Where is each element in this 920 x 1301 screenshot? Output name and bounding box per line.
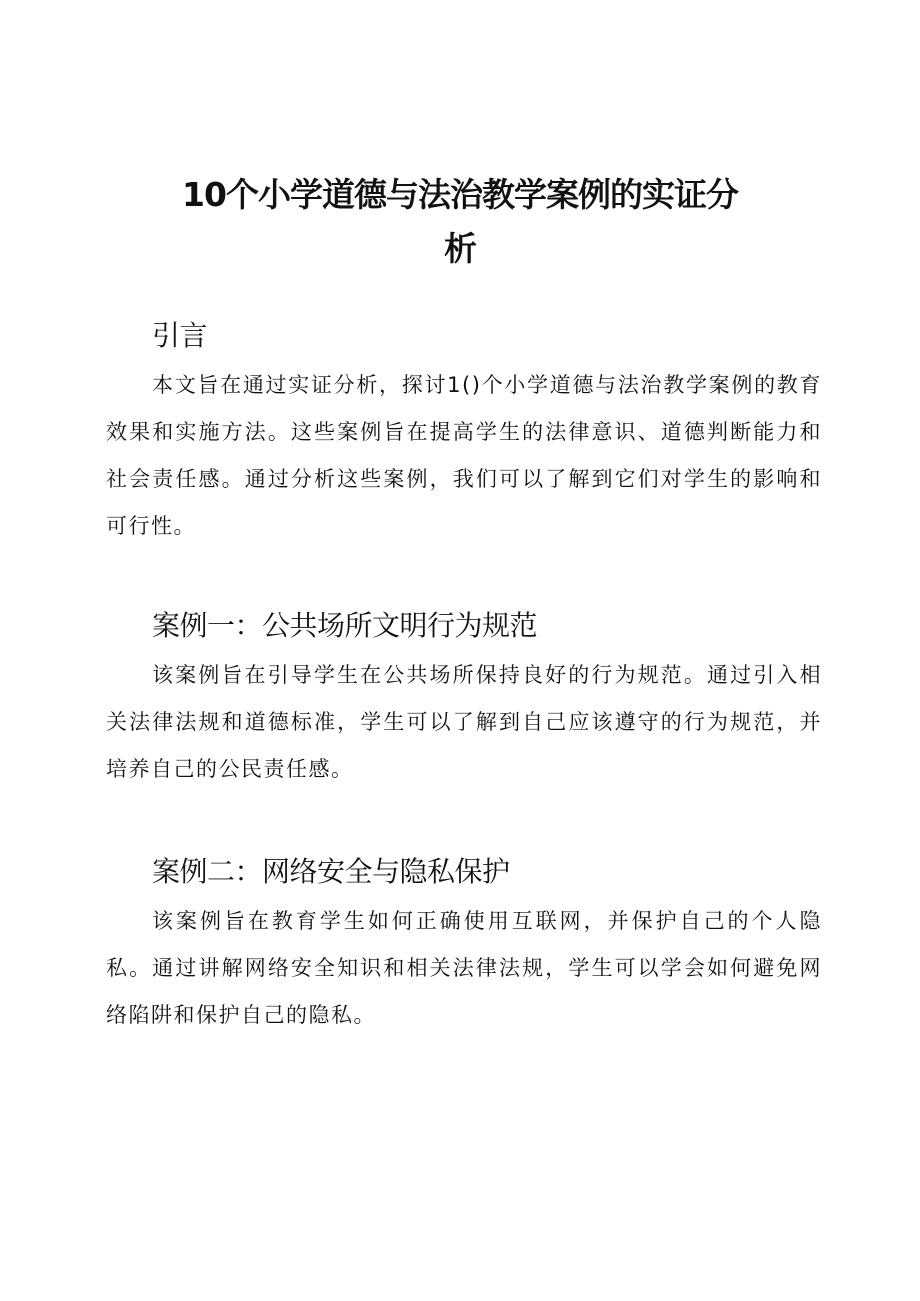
section-heading-case-1: 案例一：公共场所文明行为规范 [152,609,538,642]
title-line-2: 析 [444,229,476,268]
section-paragraph-intro: 本文旨在通过实证分析，探讨1()个小学道德与法治教学案例的教育效果和实施方法。这些案例旨在提高学生的法律意识、道德判断能力和社会责任感。通过分析这些案例，我们可以了解到它们对学生的影响和可行性。 [106,373,822,538]
section-heading-case-2: 案例二：网络安全与隐私保护 [152,855,510,888]
section-paragraph-case-2: 该案例旨在教育学生如何正确使用互联网，并保护自己的个人隐私。通过讲解网络安全知识和相关法律法规，学生可以学会如何避免网络陷阱和保护自己的隐私。 [106,909,822,1027]
title-line-1: 10个小学道德与法治教学案例的实证分 [182,175,738,214]
section-paragraph-case-1: 该案例旨在引导学生在公共场所保持良好的行为规范。通过引入相关法律法规和道德标准，学生可以了解到自己应该遵守的行为规范，并培养自己的公民责任感。 [106,663,822,781]
document-title [150,168,770,276]
section-heading-intro: 引言 [152,319,208,352]
